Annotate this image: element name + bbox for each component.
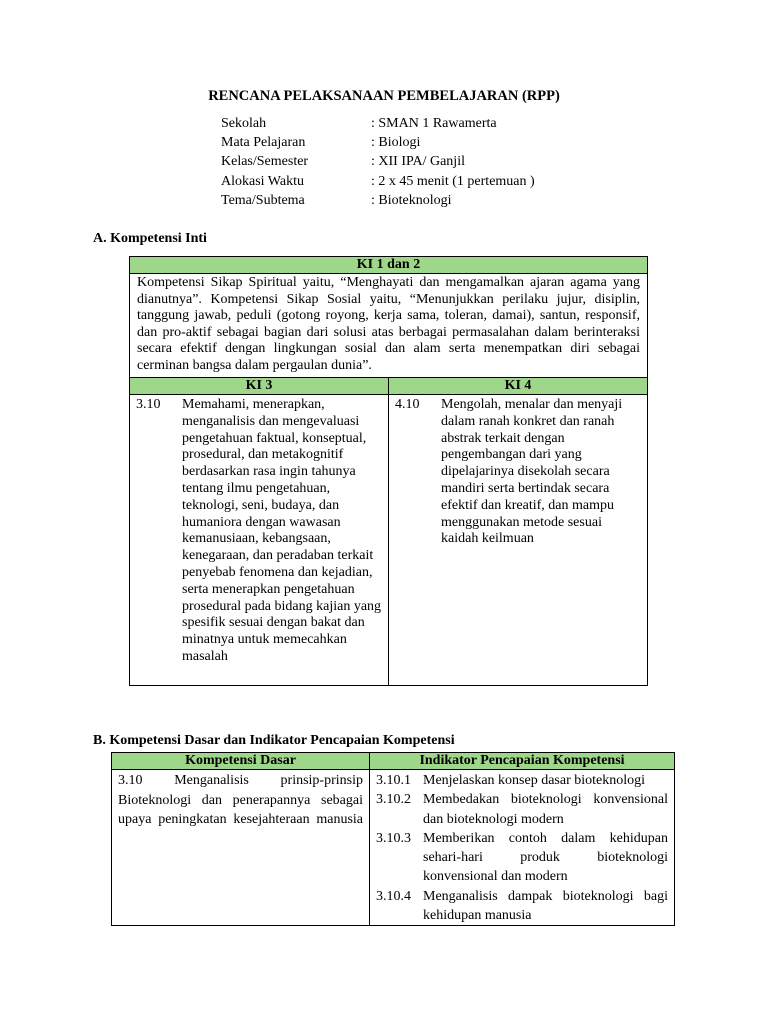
kd-text: 3.10 Menganalisis prinsip-prinsip Bioteknologi dan penerapannya sebagai upaya peningkatan kesejahteraan manusia <box>118 773 363 827</box>
info-label: Alokasi Waktu <box>221 173 304 189</box>
ki3-text: Memahami, menerapkan, menganalisis dan mengevaluasi pengetahuan faktual, konseptual, prosedural, dan metakognitif berdasarkan rasa ingin tahunya tentang ilmu pengetahuan, teknologi, seni, budaya, dan humaniora dengan wawasan kemanusiaan, kebangsaan, kenegaraan, dan peradaban terkait penyebab fenomena dan kejadian, serta menerapkan pengetahuan prosedural pada bidang kajian yang spesifik sesuai dengan bakat dan minatnya untuk memecahkan masalah <box>182 397 382 664</box>
info-value: : Bioteknologi <box>371 192 452 208</box>
ipk-header: Indikator Pencapaian Kompetensi <box>370 753 675 770</box>
indicator-text: Menjelaskan konsep dasar bioteknologi <box>423 773 646 788</box>
info-row-theme <box>221 191 535 210</box>
info-row-subject <box>221 133 535 152</box>
indicator-item <box>370 887 674 926</box>
indicator-number: 3.10.1 <box>376 773 411 788</box>
kd-table <box>111 752 675 926</box>
info-label: Tema/Subtema <box>221 192 305 208</box>
indicator-item <box>370 790 674 829</box>
ipk-cell <box>370 770 675 926</box>
ki4-text: Mengolah, menalar dan menyaji dalam ranah konkret dan ranah abstrak terkait dengan pengembangan dari yang dipelajarinya disekolah secara mandiri serta bertindak secara efektif dan kreatif, dan mampu menggunakan metode sesuai kaidah keilmuan <box>441 397 623 547</box>
ki12-header: KI 1 dan 2 <box>130 257 648 274</box>
indicator-text: Membedakan bioteknologi konvensional dan bioteknologi modern <box>423 792 668 827</box>
ki4-header: KI 4 <box>389 378 648 395</box>
indicator-number: 3.10.3 <box>376 830 411 846</box>
kd-header: Kompetensi Dasar <box>112 753 370 770</box>
ki-table <box>129 256 648 686</box>
info-value: : Biologi <box>371 135 421 151</box>
indicator-text: Memberikan contoh dalam kehidupan sehari-hari produk bioteknologi konvensional dan modern <box>423 830 668 885</box>
indicator-number: 3.10.4 <box>376 888 411 904</box>
indicator-text: Menganalisis dampak bioteknologi bagi kehidupan manusia <box>423 888 668 924</box>
indicator-number: 3.10.2 <box>376 792 411 808</box>
indicator-item <box>370 771 674 790</box>
info-label: Mata Pelajaran <box>221 135 306 151</box>
section-b-heading: B. Kompetensi Dasar dan Indikator Pencapaian Kompetensi <box>93 733 455 748</box>
info-row-school <box>221 114 535 133</box>
ki3-number: 3.10 <box>136 397 161 412</box>
document-title: RENCANA PELAKSANAAN PEMBELAJARAN (RPP) <box>208 88 560 104</box>
info-row-time <box>221 172 535 191</box>
kd-cell <box>112 770 370 926</box>
ki3-cell <box>130 395 389 686</box>
ki4-number: 4.10 <box>395 397 420 412</box>
info-value: : 2 x 45 menit (1 pertemuan ) <box>371 173 535 189</box>
info-row-class <box>221 152 535 171</box>
ki4-cell <box>389 395 648 686</box>
info-label: Sekolah <box>221 116 267 131</box>
ki12-text: Kompetensi Sikap Spiritual yaitu, “Menghayati dan mengamalkan ajaran agama yang dianutnya”. Kompetensi Sikap Sosial yaitu, “Menunjukkan perilaku jujur, disiplin, tanggung jawab, peduli (gotong royong, kerja sama, toleran, damai), santun, responsif, dan pro-aktif sebagai bagian dari solusi atas berbagai permasalahan dalam berinteraksi secara efektif dengan lingkungan sosial dan alam serta menempatkan diri sebagai cerminan bangsa dalam pergaulan dunia”. <box>137 275 640 373</box>
identity-info <box>221 114 535 210</box>
ki12-cell <box>130 274 648 378</box>
info-label: Kelas/Semester <box>221 154 309 170</box>
ki3-header: KI 3 <box>130 378 389 395</box>
indicator-item <box>370 829 674 887</box>
section-a-heading: A. Kompetensi Inti <box>93 231 207 246</box>
info-value: : SMAN 1 Rawamerta <box>371 116 497 131</box>
info-value: : XII IPA/ Ganjil <box>371 154 465 170</box>
